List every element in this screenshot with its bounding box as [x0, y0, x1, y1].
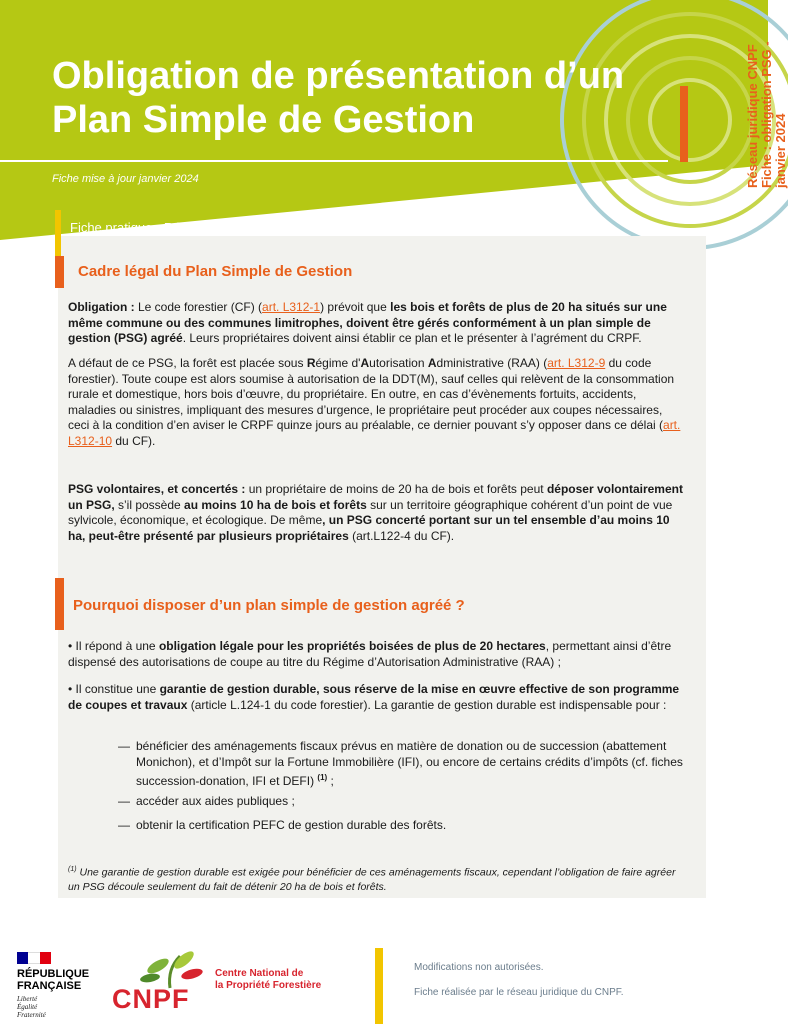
vertical-line-2: Fiche : obligation PSG -	[759, 41, 774, 188]
section2-bullet-2	[68, 682, 683, 713]
link-art-l312-10[interactable]: art. L312-10	[68, 418, 681, 448]
text: • Il répond à une	[68, 639, 159, 653]
update-date: Fiche mise à jour janvier 2024	[52, 173, 199, 185]
footer-notice-2: Fiche réalisée par le réseau juridique du CNPF.	[414, 987, 624, 998]
link-art-l312-1[interactable]: art. L312-1	[262, 300, 321, 314]
cnpf-logo	[112, 950, 352, 1020]
text: s’il possède	[114, 497, 185, 512]
text: un propriétaire de moins de 20 ha de bois et forêts peut	[245, 482, 547, 496]
bold-text: obligation légale pour les propriétés boisées de plus de 20 hectares	[158, 639, 546, 653]
text: , permettant ainsi d’être dispensé des autorisations de coupe au titre du Régime d’Autorisation Administrative (RAA) ;	[68, 639, 672, 669]
dash-mark: —	[118, 794, 130, 808]
text: accéder aux aides publiques ;	[136, 794, 295, 808]
vertical-line-1: Réseau juridique CNPF	[745, 44, 760, 188]
rf-line-1: RÉPUBLIQUE	[17, 968, 90, 980]
section2-title: Pourquoi disposer d’un plan simple de gestion agréé ?	[73, 597, 465, 614]
footnote-ref: (1)	[317, 773, 328, 782]
text: ) prévoit que	[320, 300, 391, 314]
dash-mark: —	[118, 739, 130, 753]
dash-mark: —	[118, 818, 130, 832]
rf-motto-2: Égalité	[17, 1003, 38, 1011]
page-title	[52, 54, 652, 142]
vertical-line-3: janvier 2024	[773, 113, 788, 188]
header-divider	[0, 160, 668, 162]
cnpf-line-2: la Propriété Forestière	[215, 980, 322, 991]
bold-text: R	[306, 356, 316, 370]
marianne-flag-icon	[17, 952, 51, 964]
text: (art.L122-4 du CF).	[348, 528, 455, 543]
text: Une garantie de gestion durable est exigée pour bénéficier de ces aménagements fiscaux, cependant l’obligation de faire agréer un PSG découle seulement du fait de détenir 20 ha de bois et forêts.	[68, 866, 676, 893]
vertical-accent-bar	[680, 86, 688, 162]
footer-notice-1: Modifications non autorisées.	[414, 962, 544, 973]
section1-title: Cadre légal du Plan Simple de Gestion	[78, 263, 353, 280]
rf-motto-3: Fraternité	[17, 1011, 46, 1019]
text: sur un territoire géographique cohérent d’un point de vue sylvicole, économique, et écologique. De même	[68, 497, 673, 527]
title-line-2: Plan Simple de Gestion	[52, 99, 475, 141]
title-line-1: Obligation de présentation d’un	[52, 55, 625, 97]
fiche-label: Fiche pratique - Réseau juridique CNPF	[70, 220, 301, 235]
footnote	[68, 863, 688, 894]
text: • Il constitue une	[68, 682, 160, 696]
text: dministrative (RAA) (	[436, 356, 548, 370]
footer-accent-bar	[375, 948, 383, 1024]
section1-bar	[55, 256, 64, 288]
text: . Leurs propriétaires doivent ainsi établir ce plan et le présenter à l’agrément du CRPF.	[182, 331, 642, 345]
text: égime d'	[315, 356, 361, 370]
section2-bullet-1	[68, 639, 683, 670]
bold-text: déposer volontairement un PSG,	[68, 482, 683, 512]
dash-item-fiscal	[118, 739, 683, 790]
text: bénéficier des aménagements fiscaux prévus en matière de donation ou de succession (abattement Monichon), et d’Impôt sur la Fortune Immobilière (IFI), ou encore de certains crédits d’impôts (cf. fiches succession-donation, IFI et DEFI)	[136, 739, 683, 788]
text: ;	[327, 774, 334, 788]
section1-paragraph-obligation	[68, 300, 683, 347]
cnpf-line-1: Centre National de	[215, 968, 304, 979]
footnote-mark: (1)	[68, 866, 77, 873]
bold-text: A	[360, 356, 370, 370]
cnpf-full-name	[215, 968, 321, 992]
text: utorisation	[369, 356, 428, 370]
republique-francaise-logo	[17, 952, 107, 1019]
rf-motto-1: Liberté	[17, 995, 38, 1003]
text: du CF).	[112, 433, 156, 448]
bold-text: A	[427, 356, 437, 370]
section1-paragraph-raa	[68, 356, 683, 449]
bold-text: au moins 10 ha de bois et forêts	[184, 497, 367, 512]
dash-item-aides	[118, 794, 683, 810]
bold-text: PSG volontaires, et concertés :	[68, 482, 246, 496]
rf-line-2: FRANÇAISE	[17, 980, 82, 992]
dash-item-pefc	[118, 818, 683, 834]
text: A défaut de ce PSG, la forêt est placée sous	[68, 356, 307, 370]
cnpf-acronym: CNPF	[112, 984, 190, 1014]
fiche-label-bar	[55, 210, 61, 256]
bold-text: garantie de gestion durable, sous réserve de la mise en œuvre effective de son programme de coupes et travaux	[68, 682, 680, 712]
text: (article L.124-1 du code forestier). La garantie de gestion durable est indispensable pour :	[187, 697, 667, 712]
vertical-reference	[688, 38, 788, 198]
text: du code forestier). Toute coupe est alors soumise à autorisation de la DDT(M), sauf celles qui relèvent de la consommation rurale et domestique, hors bois d’œuvre, du propriétaire. En outre, en cas d’évènements fortuits, accidents, maladies ou sinistres, impliquant des mesures d’urgence, le propriétaire peut procéder aux coupes nécessaires, ceci à la condition d’en aviser le CRPF quinze jours au préalable, ce dernier pouvant s’y opposer dans ce délai (	[68, 356, 675, 432]
bold-text: les bois et forêts de plus de 20 ha situés sur une même commune ou des communes limitrophes, doivent être gérés conformément à un plan simple de gestion (PSG) agréé	[68, 300, 667, 345]
section2-bar	[55, 578, 64, 630]
link-art-l312-9[interactable]: art. L312-9	[547, 356, 606, 370]
bold-text: , un PSG concerté portant sur un tel ensemble d’au moins 10 ha, peut-être présenté par plusieurs propriétaires	[68, 513, 670, 543]
obligation-label: Obligation :	[68, 300, 135, 314]
text: Le code forestier (CF) (	[134, 300, 263, 314]
section1-paragraph-volontaires	[68, 482, 683, 544]
text: obtenir la certification PEFC de gestion durable des forêts.	[136, 818, 447, 832]
